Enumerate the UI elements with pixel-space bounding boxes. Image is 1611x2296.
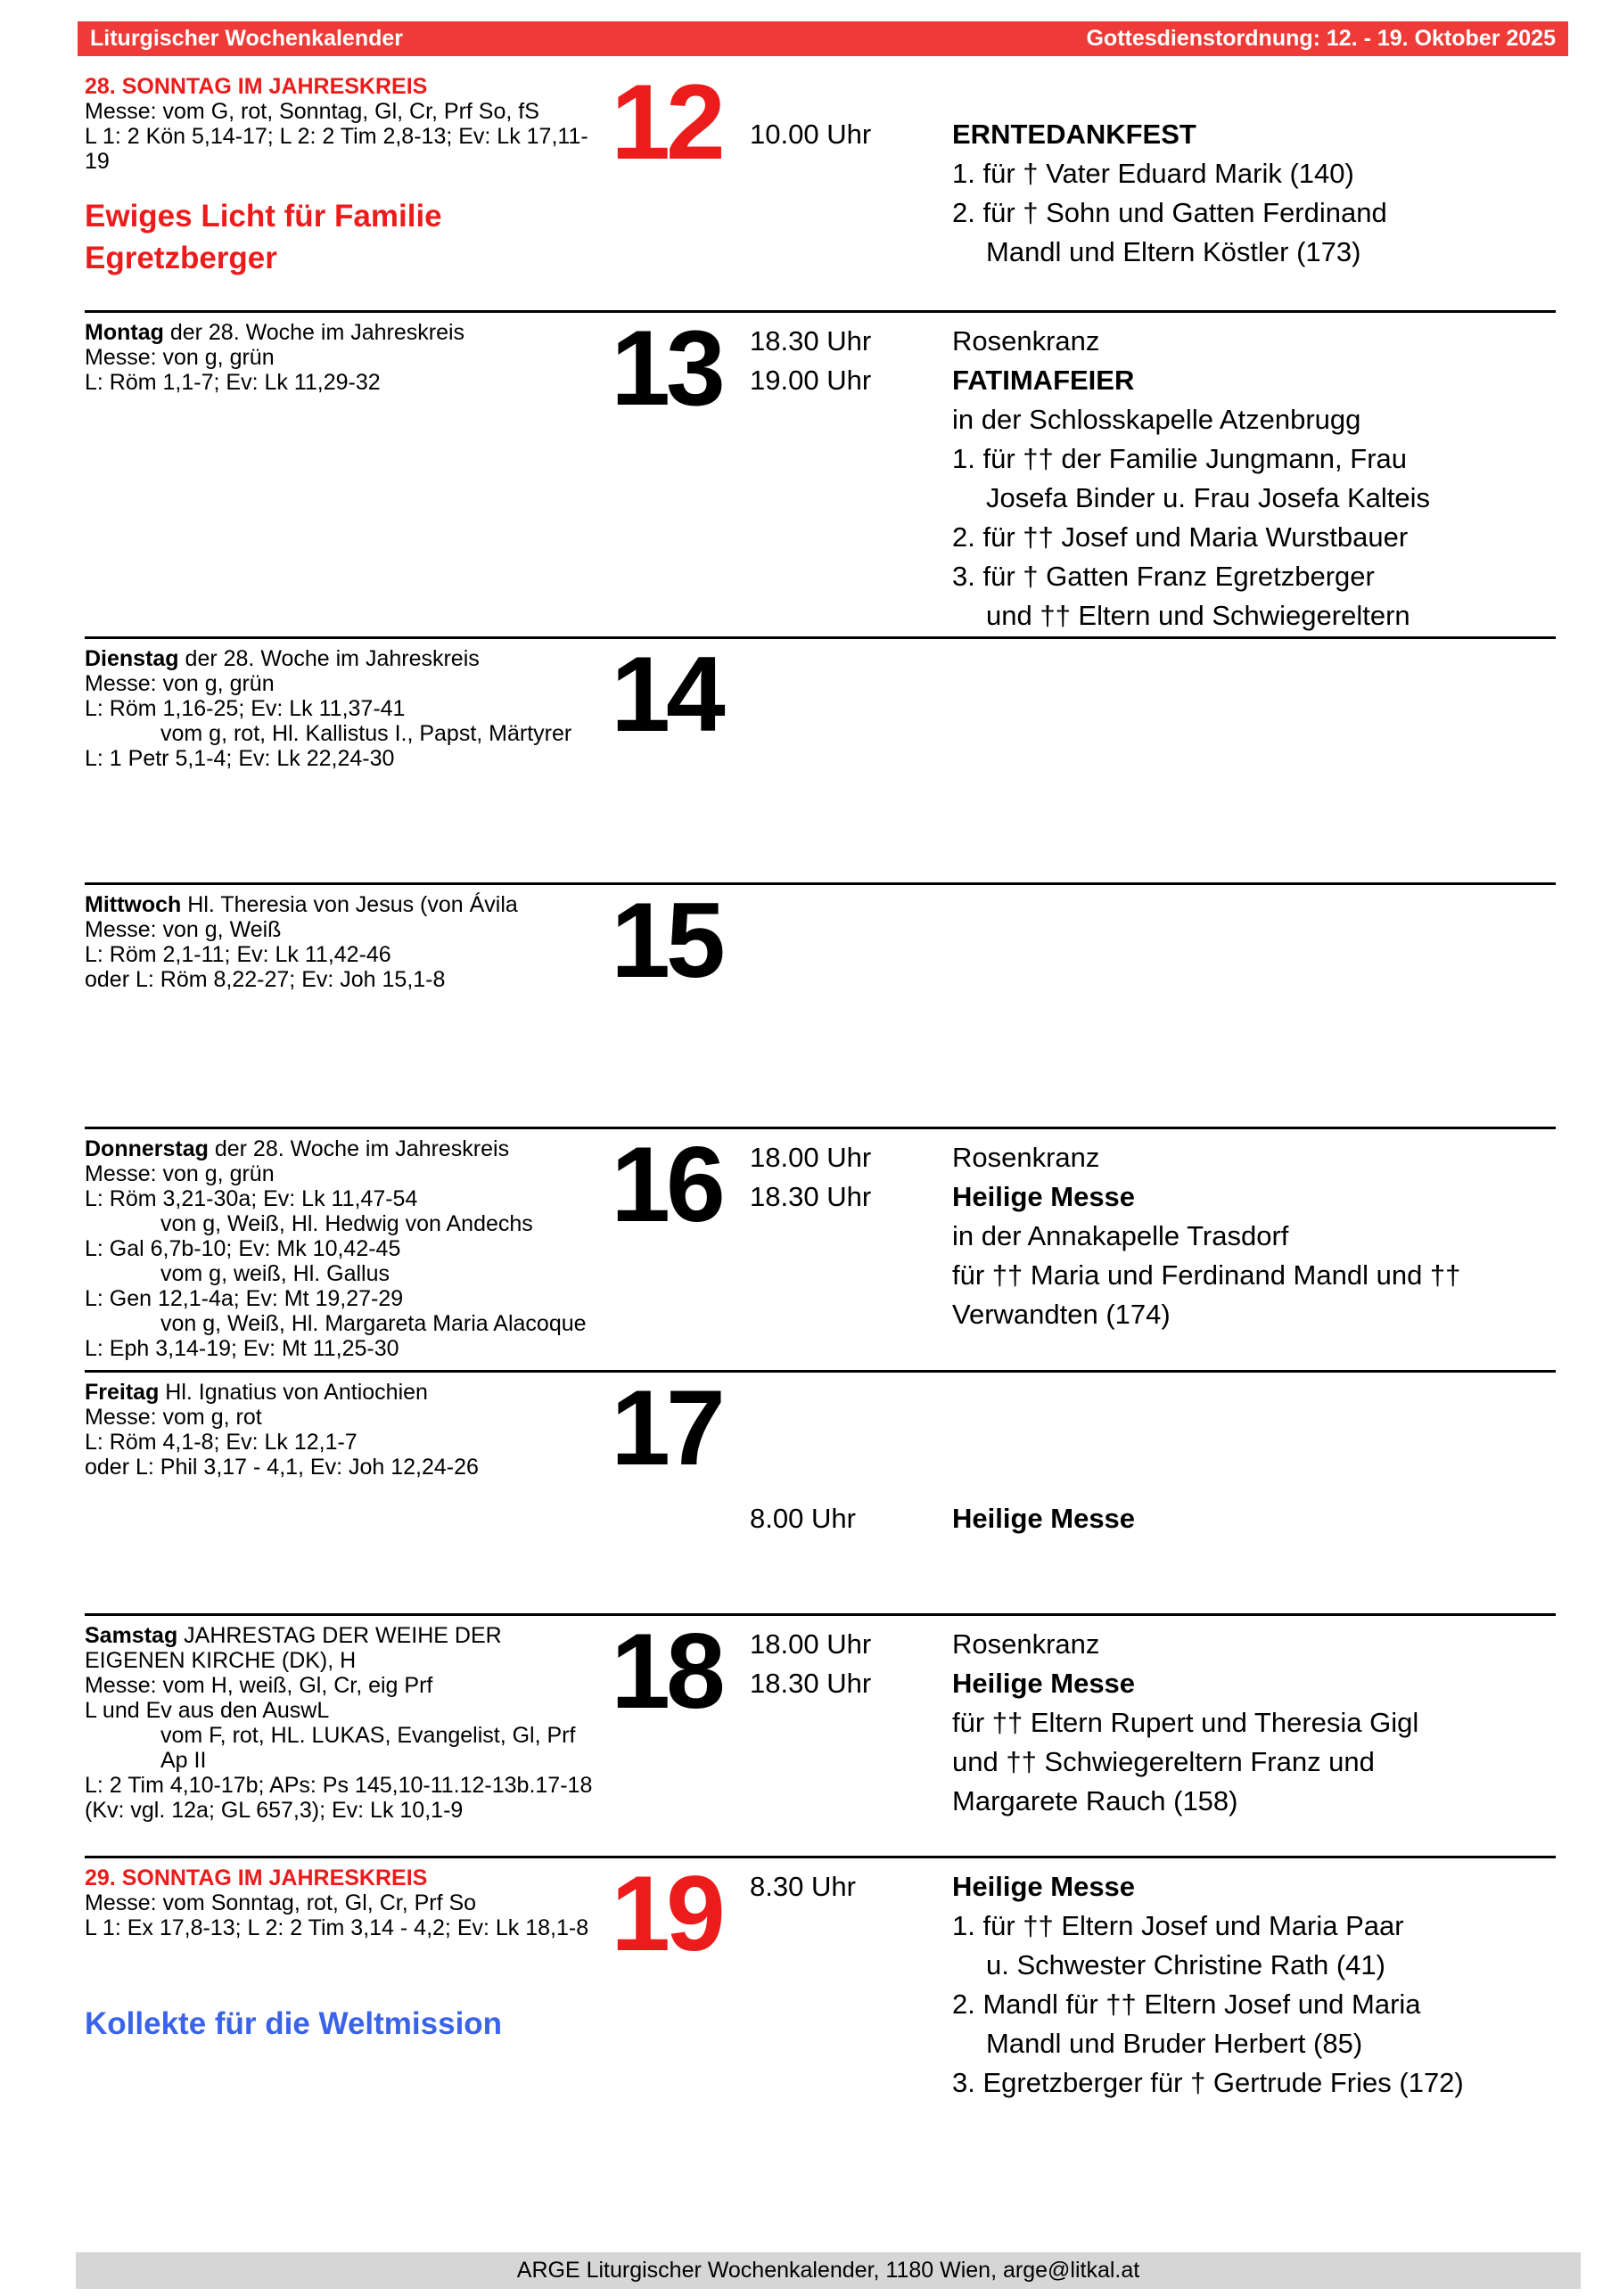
schedule-text: in der Annakapelle Trasdorf xyxy=(952,1220,1289,1251)
liturgical-line: L 1: 2 Kön 5,14-17; L 2: 2 Tim 2,8-13; Ev: Lk 17,11- xyxy=(85,124,588,149)
liturgical-line: Messe: vom G, rot, Sonntag, Gl, Cr, Prf So, fS xyxy=(85,99,539,124)
schedule-text: Verwandten (174) xyxy=(952,1299,1171,1330)
day-section-18 xyxy=(85,1613,1556,1856)
day-title-bold: Montag xyxy=(85,320,164,345)
schedule-text: in der Schlosskapelle Atzenbrugg xyxy=(952,404,1361,435)
schedule-row xyxy=(750,193,1556,233)
note-text: Ewiges Licht für Familie Egretzberger xyxy=(85,199,442,275)
schedule-text: 1. für † Vater Eduard Marik (140) xyxy=(952,158,1354,189)
day-section-16 xyxy=(85,1127,1556,1370)
day-number: 13 xyxy=(611,308,721,428)
schedule-text: 3. Egretzberger für † Gertrude Fries (172) xyxy=(952,2067,1464,2098)
day-section-15 xyxy=(85,882,1556,1127)
day-info xyxy=(85,1136,615,1361)
schedule-row xyxy=(750,154,1556,193)
schedule-time: 8.00 Uhr xyxy=(750,1503,856,1534)
day-info xyxy=(85,1380,615,1480)
schedule-text: Heilige Messe xyxy=(952,1181,1136,1212)
liturgical-line: L: Gal 6,7b-10; Ev: Mk 10,42-45 xyxy=(85,1236,401,1261)
schedule-text: 2. Mandl für †† Eltern Josef und Maria xyxy=(952,1988,1421,2020)
schedule-row xyxy=(750,1664,1556,1703)
liturgical-line: L: Röm 2,1-11; Ev: Lk 11,42-46 xyxy=(85,942,391,967)
day-number: 17 xyxy=(611,1368,721,1488)
schedule-row xyxy=(750,518,1556,557)
note-text: Kollekte für die Weltmission xyxy=(85,2006,503,2041)
day-section-19 xyxy=(85,1856,1556,2177)
schedule-time xyxy=(750,1742,952,1782)
schedule-text: und †† Schwiegereltern Franz und xyxy=(952,1746,1375,1777)
schedule-time xyxy=(750,1985,952,2024)
schedule-spacer xyxy=(750,1460,1556,1499)
schedule-row xyxy=(750,557,1556,596)
day-title xyxy=(85,1136,615,1161)
day-title-bold: Donnerstag xyxy=(85,1136,209,1161)
day-number: 15 xyxy=(611,881,721,1000)
header-bar xyxy=(78,21,1568,56)
schedule-text: Margarete Rauch (158) xyxy=(952,1785,1238,1816)
day-info xyxy=(85,646,615,771)
schedule-text: Rosenkranz xyxy=(952,325,1100,357)
schedule-row xyxy=(750,1985,1556,2024)
day-schedule xyxy=(750,322,1556,636)
schedule-row xyxy=(750,1217,1556,1256)
schedule-time xyxy=(750,439,952,479)
liturgical-line: Messe: von g, Weiß xyxy=(85,917,282,942)
day-schedule xyxy=(750,1625,1556,1821)
schedule-row xyxy=(750,479,1556,518)
schedule-text: und †† Eltern und Schwiegereltern xyxy=(986,600,1410,631)
liturgical-line: Messe: von g, grün xyxy=(85,671,275,696)
day-number: 12 xyxy=(611,62,721,182)
liturgical-line: vom g, weiß, Hl. Gallus xyxy=(160,1261,390,1286)
schedule-row xyxy=(750,400,1556,439)
schedule-text: Mandl und Bruder Herbert (85) xyxy=(986,2028,1363,2059)
liturgical-line: oder L: Röm 8,22-27; Ev: Joh 15,1-8 xyxy=(85,967,446,992)
schedule-spacer xyxy=(750,1382,1556,1421)
day-title xyxy=(85,1380,615,1405)
schedule-text: 1. für †† Eltern Josef und Maria Paar xyxy=(952,1910,1404,1941)
schedule-row xyxy=(750,1499,1556,1538)
schedule-row xyxy=(750,233,1556,272)
schedule-row xyxy=(750,1625,1556,1664)
schedule-time xyxy=(750,479,952,518)
day-number: 16 xyxy=(611,1125,721,1244)
footer-text: ARGE Liturgischer Wochenkalender, 1180 Wien, arge@litkal.at xyxy=(516,2258,1140,2283)
schedule-text: Josefa Binder u. Frau Josefa Kalteis xyxy=(986,482,1430,513)
schedule-time xyxy=(750,233,952,272)
schedule-time: 18.30 Uhr xyxy=(750,1181,872,1212)
schedule-text: ERNTEDANKFEST xyxy=(952,119,1196,150)
schedule-text: 2. für †† Josef und Maria Wurstbauer xyxy=(952,521,1409,553)
schedule-row xyxy=(750,1177,1556,1217)
schedule-time xyxy=(750,400,952,439)
liturgical-line: L: Gen 12,1-4a; Ev: Mt 19,27-29 xyxy=(85,1286,404,1311)
day-title-bold: Dienstag xyxy=(85,646,179,671)
schedule-time xyxy=(750,557,952,596)
day-title-rest: Hl. Ignatius von Antiochien xyxy=(159,1380,428,1405)
liturgical-line: L: Röm 1,16-25; Ev: Lk 11,37-41 xyxy=(85,696,406,721)
day-schedule xyxy=(750,76,1556,272)
day-info xyxy=(85,320,615,395)
schedule-text: Heilige Messe xyxy=(952,1871,1136,1902)
day-title-rest: Hl. Theresia von Jesus (von Ávila xyxy=(181,892,518,917)
day-title xyxy=(85,1866,615,1890)
schedule-row xyxy=(750,1906,1556,1946)
schedule-row xyxy=(750,1295,1556,1334)
schedule-row xyxy=(750,1742,1556,1782)
liturgical-line: L: Röm 1,1-7; Ev: Lk 11,29-32 xyxy=(85,370,381,395)
schedule-row xyxy=(750,322,1556,361)
day-title-rest: der 28. Woche im Jahreskreis xyxy=(163,320,465,345)
schedule-time xyxy=(750,596,952,636)
schedule-time xyxy=(750,2024,952,2063)
schedule-time xyxy=(750,1217,952,1256)
liturgical-line: L: 2 Tim 4,10-17b; APs: Ps 145,10-11.12-13b.17-18 xyxy=(85,1773,593,1798)
schedule-time xyxy=(750,193,952,233)
day-title-bold: Freitag xyxy=(85,1380,160,1405)
schedule-time xyxy=(750,1946,952,1985)
schedule-spacer xyxy=(750,1421,1556,1460)
schedule-time xyxy=(750,1703,952,1742)
liturgical-line: L: Röm 4,1-8; Ev: Lk 12,1-7 xyxy=(85,1430,358,1455)
liturgical-line: Messe: vom Sonntag, rot, Gl, Cr, Prf So xyxy=(85,1890,477,1915)
schedule-row xyxy=(750,1782,1556,1821)
day-title-rest: der 28. Woche im Jahreskreis xyxy=(178,646,480,671)
day-title-bold: 29. SONNTAG IM JAHRESKREIS xyxy=(85,1866,428,1890)
day-section-13 xyxy=(85,310,1556,636)
liturgical-line: Ap II xyxy=(160,1748,207,1773)
day-title xyxy=(85,1623,615,1648)
schedule-time xyxy=(750,1782,952,1821)
day-title-bold: 28. SONNTAG IM JAHRESKREIS xyxy=(85,74,428,99)
schedule-text: Heilige Messe xyxy=(952,1668,1136,1699)
liturgical-line: L: Eph 3,14-19; Ev: Mt 11,25-30 xyxy=(85,1336,399,1361)
schedule-time xyxy=(750,1295,952,1334)
schedule-text: 2. für † Sohn und Gatten Ferdinand xyxy=(952,197,1387,228)
liturgical-line: 19 xyxy=(85,149,110,174)
schedule-text: für †† Maria und Ferdinand Mandl und †† xyxy=(952,1259,1461,1291)
liturgical-line: von g, Weiß, Hl. Margareta Maria Alacoque xyxy=(160,1311,587,1336)
day-title xyxy=(85,74,615,99)
schedule-row xyxy=(750,439,1556,479)
liturgical-line: Messe: vom H, weiß, Gl, Cr, eig Prf xyxy=(85,1673,433,1698)
header-date-range: Gottesdienstordnung: 12. - 19. Oktober 2025 xyxy=(1086,26,1556,51)
schedule-text: Rosenkranz xyxy=(952,1628,1100,1660)
liturgical-line: Messe: vom g, rot xyxy=(85,1405,262,1430)
schedule-row xyxy=(750,1138,1556,1177)
schedule-row xyxy=(750,1256,1556,1295)
schedule-time: 18.30 Uhr xyxy=(750,1668,872,1699)
day-title xyxy=(85,320,615,345)
schedule-row xyxy=(750,1867,1556,1906)
liturgical-line: EIGENEN KIRCHE (DK), H xyxy=(85,1648,357,1673)
schedule-row xyxy=(750,2063,1556,2103)
schedule-time xyxy=(750,2063,952,2103)
day-schedule xyxy=(750,1867,1556,2103)
footer-bar xyxy=(76,2252,1581,2289)
day-info xyxy=(85,74,615,279)
schedule-time xyxy=(750,154,952,193)
schedule-spacer xyxy=(750,76,1556,115)
day-title-bold: Mittwoch xyxy=(85,892,182,917)
schedule-row xyxy=(750,115,1556,154)
schedule-row xyxy=(750,1946,1556,1985)
schedule-time xyxy=(750,518,952,557)
header-title: Liturgischer Wochenkalender xyxy=(90,26,404,51)
schedule-text: u. Schwester Christine Rath (41) xyxy=(986,1949,1385,1980)
liturgical-line: L: 1 Petr 5,1-4; Ev: Lk 22,24-30 xyxy=(85,746,395,771)
liturgical-line: L 1: Ex 17,8-13; L 2: 2 Tim 3,14 - 4,2; Ev: Lk 18,1-8 xyxy=(85,1915,589,1940)
day-schedule xyxy=(750,1138,1556,1334)
day-info xyxy=(85,1623,615,1823)
schedule-row xyxy=(750,1703,1556,1742)
schedule-text: Heilige Messe xyxy=(952,1503,1136,1534)
day-number: 19 xyxy=(611,1854,721,1973)
day-info xyxy=(85,1866,615,2045)
schedule-time: 18.00 Uhr xyxy=(750,1142,872,1173)
day-number: 18 xyxy=(611,1611,721,1731)
schedule-time: 10.00 Uhr xyxy=(750,119,872,150)
schedule-time xyxy=(750,1906,952,1946)
day-section-17 xyxy=(85,1370,1556,1613)
schedule-text: FATIMAFEIER xyxy=(952,365,1135,396)
liturgical-line: L: Röm 3,21-30a; Ev: Lk 11,47-54 xyxy=(85,1186,418,1211)
schedule-row xyxy=(750,2024,1556,2063)
day-title xyxy=(85,646,615,671)
liturgical-line: (Kv: vgl. 12a; GL 657,3); Ev: Lk 10,1-9 xyxy=(85,1798,464,1823)
day-title-rest: JAHRESTAG DER WEIHE DER xyxy=(177,1623,502,1648)
schedule-text: für †† Eltern Rupert und Theresia Gigl xyxy=(952,1707,1419,1738)
day-section-14 xyxy=(85,636,1556,882)
schedule-row xyxy=(750,596,1556,636)
schedule-time: 18.00 Uhr xyxy=(750,1628,872,1660)
schedule-text: 3. für † Gatten Franz Egretzberger xyxy=(952,561,1375,592)
liturgical-line: oder L: Phil 3,17 - 4,1, Ev: Joh 12,24-26 xyxy=(85,1455,479,1480)
day-title xyxy=(85,892,615,917)
day-title-rest: der 28. Woche im Jahreskreis xyxy=(208,1136,510,1161)
day-schedule xyxy=(750,1382,1556,1538)
schedule-text: Mandl und Eltern Köstler (173) xyxy=(986,236,1361,267)
liturgical-line: vom F, rot, HL. LUKAS, Evangelist, Gl, Prf xyxy=(160,1723,576,1748)
liturgical-line: vom g, rot, Hl. Kallistus I., Papst, Märtyrer xyxy=(160,721,572,746)
content xyxy=(85,62,1556,2177)
schedule-time: 19.00 Uhr xyxy=(750,365,872,396)
liturgical-line: von g, Weiß, Hl. Hedwig von Andechs xyxy=(160,1211,533,1236)
schedule-time: 8.30 Uhr xyxy=(750,1871,856,1902)
schedule-row xyxy=(750,361,1556,400)
schedule-text: 1. für †† der Familie Jungmann, Frau xyxy=(952,443,1408,474)
schedule-time: 18.30 Uhr xyxy=(750,325,872,357)
schedule-time xyxy=(750,1256,952,1295)
schedule-text: Rosenkranz xyxy=(952,1142,1100,1173)
day-info xyxy=(85,892,615,992)
day-title-bold: Samstag xyxy=(85,1623,178,1648)
day-number: 14 xyxy=(611,635,721,754)
liturgical-line: L und Ev aus den AuswL xyxy=(85,1698,330,1723)
liturgical-line: Messe: von g, grün xyxy=(85,345,275,370)
day-section-12 xyxy=(85,62,1556,310)
liturgical-line: Messe: von g, grün xyxy=(85,1161,275,1186)
